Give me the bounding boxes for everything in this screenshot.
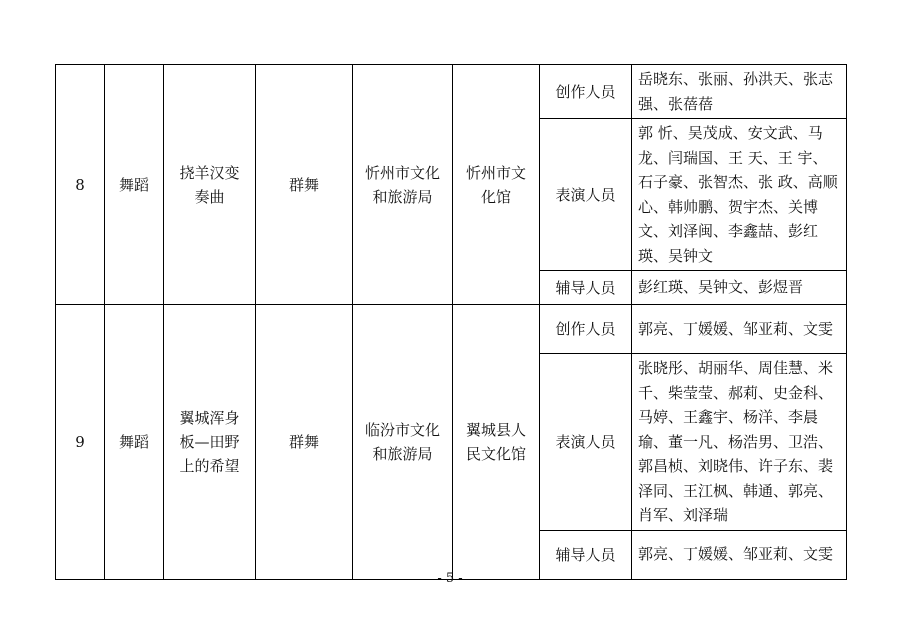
role-label: 创作人员 bbox=[540, 305, 632, 354]
entry-form: 群舞 bbox=[256, 305, 353, 580]
role-names: 岳晓东、张丽、孙洪天、张志强、张蓓蓓 bbox=[632, 65, 847, 119]
entry-recommender: 忻州市文化 和旅游局 bbox=[353, 65, 453, 305]
role-names: 彭红瑛、吴钟文、彭煜晋 bbox=[632, 271, 847, 305]
table-row bbox=[56, 305, 847, 354]
table-row bbox=[56, 65, 847, 119]
entry-category: 舞蹈 bbox=[105, 305, 164, 580]
entry-number: 9 bbox=[56, 305, 105, 580]
role-names: 张晓彤、胡丽华、周佳慧、米千、柴莹莹、郝莉、史金科、马婷、王鑫宇、杨洋、李晨瑜、董一凡、杨浩男、卫浩、郭昌桢、刘晓伟、许子东、裴泽同、王江枫、韩通、郭亮、肖军、刘泽瑞 bbox=[632, 354, 847, 531]
role-label: 辅导人员 bbox=[540, 530, 632, 579]
page-number: - 5 - bbox=[437, 571, 463, 586]
awards-table bbox=[55, 64, 847, 580]
entry-category: 舞蹈 bbox=[105, 65, 164, 305]
entry-form: 群舞 bbox=[256, 65, 353, 305]
role-label: 表演人员 bbox=[540, 354, 632, 531]
entry-title: 挠羊汉变 奏曲 bbox=[164, 65, 256, 305]
role-names: 郭 忻、吴茂成、安文武、马 龙、闫瑞国、王 天、王 宇、石子豪、张智杰、张 政、高顺心、韩帅鹏、贺宇杰、关博文、刘泽闽、李鑫喆、彭红瑛、吴钟文 bbox=[632, 119, 847, 271]
entry-number: 8 bbox=[56, 65, 105, 305]
role-label: 表演人员 bbox=[540, 119, 632, 271]
entry-unit: 翼城县人 民文化馆 bbox=[453, 305, 540, 580]
entry-title: 翼城浑身 板—田野 上的希望 bbox=[164, 305, 256, 580]
role-label: 创作人员 bbox=[540, 65, 632, 119]
entry-unit: 忻州市文 化馆 bbox=[453, 65, 540, 305]
role-names: 郭亮、丁媛媛、邹亚莉、文雯 bbox=[632, 305, 847, 354]
role-label: 辅导人员 bbox=[540, 271, 632, 305]
entry-recommender: 临汾市文化 和旅游局 bbox=[353, 305, 453, 580]
role-names: 郭亮、丁媛媛、邹亚莉、文雯 bbox=[632, 530, 847, 579]
